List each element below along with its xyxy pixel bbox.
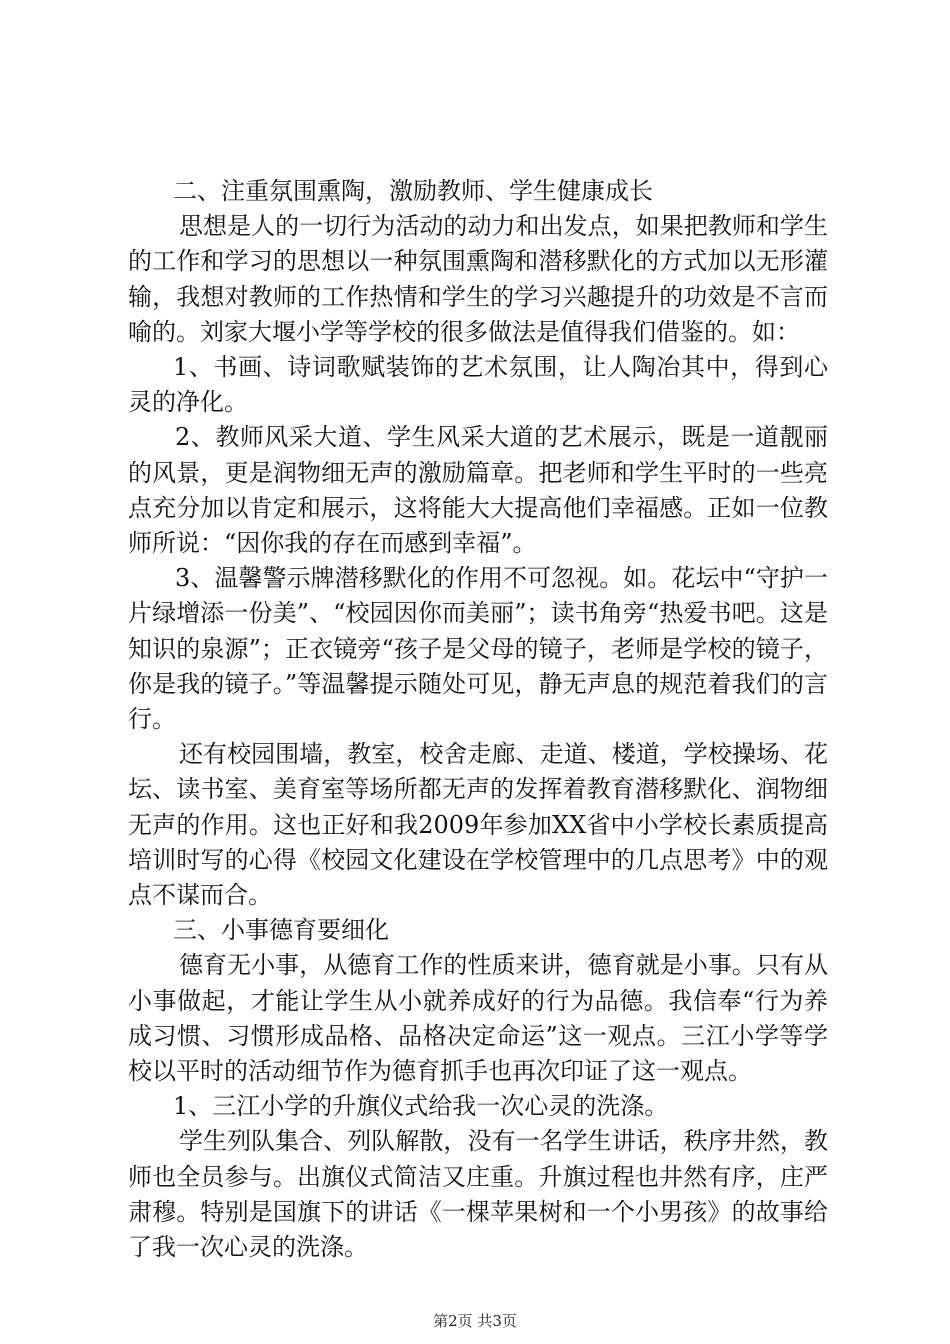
page-footer: 第2页 共3页 — [433, 1312, 517, 1330]
document-body — [128, 174, 828, 1265]
paragraph: 德育无小事，从德育工作的性质来讲，德育就是小事。只有从小事做起，才能让学生从小就养成好的行为品德。我信奉“行为养成习惯、习惯形成品格、品格决定命运”这一观点。三江小学等学校以平时的活动细节作为德育抓手也再次印证了这一观点。 — [128, 951, 828, 1086]
section-heading-3: 三、小事德育要细化 — [173, 916, 389, 945]
list-item: 1、三江小学的升旗仪式给我一次心灵的洗涤。 — [173, 1092, 669, 1121]
paragraph: 还有校园围墙，教室，校舍走廊、走道、楼道，学校操场、花坛、读书室、美育室等场所都无声的发挥着教育潜移默化、润物细无声的作用。这也正好和我2009年参加XX省中小学校长素质提高培训时写的心得《校园文化建设在学校管理中的几点思考》中的观点不谋而合。 — [128, 740, 828, 910]
section-heading-2: 二、注重氛围熏陶，激励教师、学生健康成长 — [173, 177, 653, 205]
list-item: 2、教师风采大道、学生风采大道的艺术展示，既是一道靓丽的风景，更是润物细无声的激励篇章。把老师和学生平时的一些亮点充分加以肯定和展示，这将能大大提高他们幸福感。正如一位教师所说：“因你我的存在而感到幸福”。 — [128, 423, 828, 558]
list-item: 1、书画、诗词歌赋装饰的艺术氛围，让人陶冶其中，得到心灵的净化。 — [128, 353, 828, 417]
paragraph: 学生列队集合、列队解散，没有一名学生讲话，秩序井然，教师也全员参与。出旗仪式简洁又庄重。升旗过程也井然有序，庄严肃穆。特别是国旗下的讲话《一棵苹果树和一个小男孩》的故事给了我一次心灵的洗涤。 — [128, 1127, 828, 1262]
list-item: 3、温馨警示牌潜移默化的作用不可忽视。如。花坛中“守护一片绿增添一份美”、“校园因你而美丽”；读书角旁“热爱书吧。这是知识的泉源”；正衣镜旁“孩子是父母的镜子，老师是学校的镜子，你是我的镜子。”等温馨提示随处可见，静无声息的规范着我们的言行。 — [128, 564, 828, 734]
paragraph: 思想是人的一切行为活动的动力和出发点，如果把教师和学生的工作和学习的思想以一种氛围熏陶和潜移默化的方式加以无形灌输，我想对教师的工作热情和学生的学习兴趣提升的功效是不言而喻的。刘家大堰小学等学校的很多做法是值得我们借鉴的。如： — [128, 212, 828, 346]
